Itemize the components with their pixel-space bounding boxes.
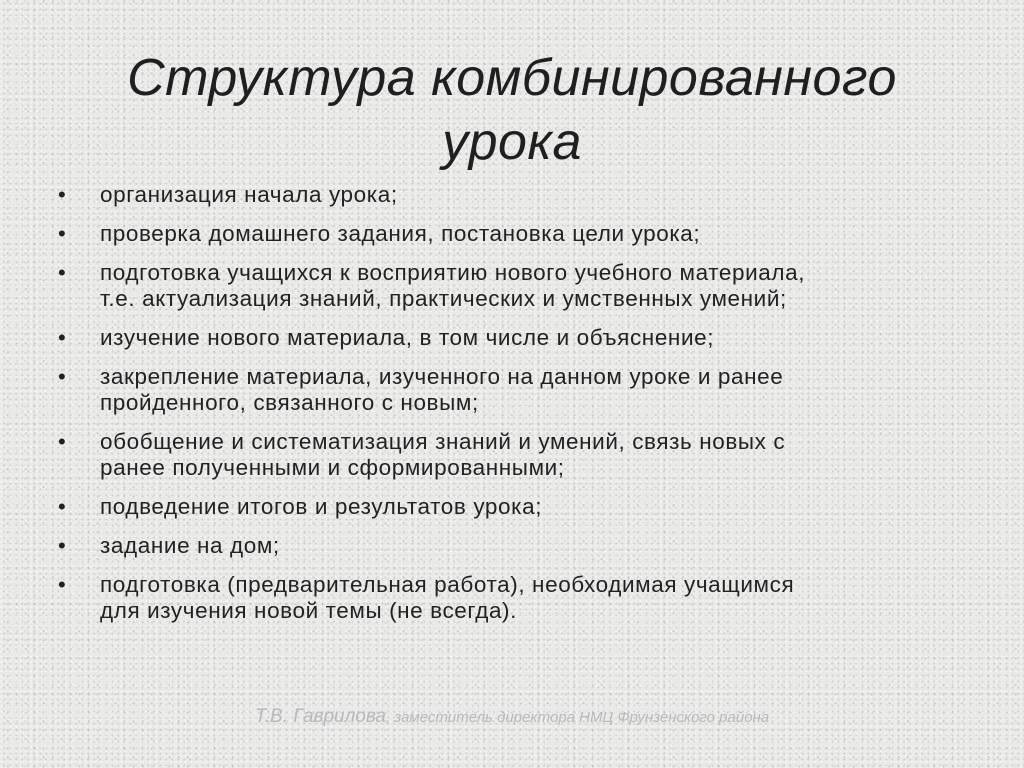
footer-author: Т.В. Гаврилова — [254, 706, 386, 727]
bullet-dot-icon: • — [58, 364, 67, 389]
bullet-dot-icon: • — [58, 260, 67, 285]
bullet-dot-icon: • — [58, 429, 67, 454]
bullet-text-line: задание на дом; — [100, 533, 280, 558]
title-line-1: Структура комбинированного — [127, 49, 897, 107]
bullet-item — [56, 260, 986, 312]
bullet-item — [56, 364, 986, 416]
bullet-dot-icon: • — [58, 572, 67, 597]
bullet-dot-icon: • — [58, 533, 67, 558]
bullet-dot-icon: • — [58, 494, 67, 519]
bullet-item — [56, 494, 986, 520]
bullet-dot-icon: • — [58, 221, 67, 246]
bullet-item — [56, 572, 986, 624]
bullet-item — [56, 221, 986, 247]
author-footer — [0, 706, 1024, 728]
bullet-dot-icon: • — [58, 325, 67, 350]
footer-role: , заместитель директора НМЦ Фрунзенского района — [385, 709, 770, 726]
bullet-text-line: пройденного, связанного с новым; — [100, 390, 479, 415]
bullet-text-line: закрепление материала, изученного на данном уроке и ранее — [100, 364, 784, 389]
bullet-dot-icon: • — [58, 182, 67, 207]
bullet-list — [56, 182, 986, 637]
bullet-text-line: т.е. актуализация знаний, практических и умственных умений; — [100, 286, 787, 311]
bullet-item — [56, 533, 986, 559]
bullet-text-line: проверка домашнего задания, постановка цели урока; — [100, 221, 701, 246]
bullet-text-line: подготовка (предварительная работа), необходимая учащимся — [100, 572, 795, 597]
slide-title — [0, 46, 1024, 174]
title-line-2: урока — [442, 113, 582, 171]
bullet-text-line: обобщение и систематизация знаний и умений, связь новых с — [100, 429, 786, 454]
bullet-item — [56, 429, 986, 481]
bullet-text-line: ранее полученными и сформированными; — [100, 455, 565, 480]
bullet-text-line: подготовка учащихся к восприятию нового учебного материала, — [100, 260, 806, 285]
bullet-text-line: организация начала урока; — [100, 182, 398, 207]
bullet-text-line: для изучения новой темы (не всегда). — [100, 598, 517, 623]
bullet-item — [56, 182, 986, 208]
bullet-item — [56, 325, 986, 351]
bullet-text-line: изучение нового материала, в том числе и объяснение; — [100, 325, 715, 350]
bullet-text-line: подведение итогов и результатов урока; — [100, 494, 543, 519]
